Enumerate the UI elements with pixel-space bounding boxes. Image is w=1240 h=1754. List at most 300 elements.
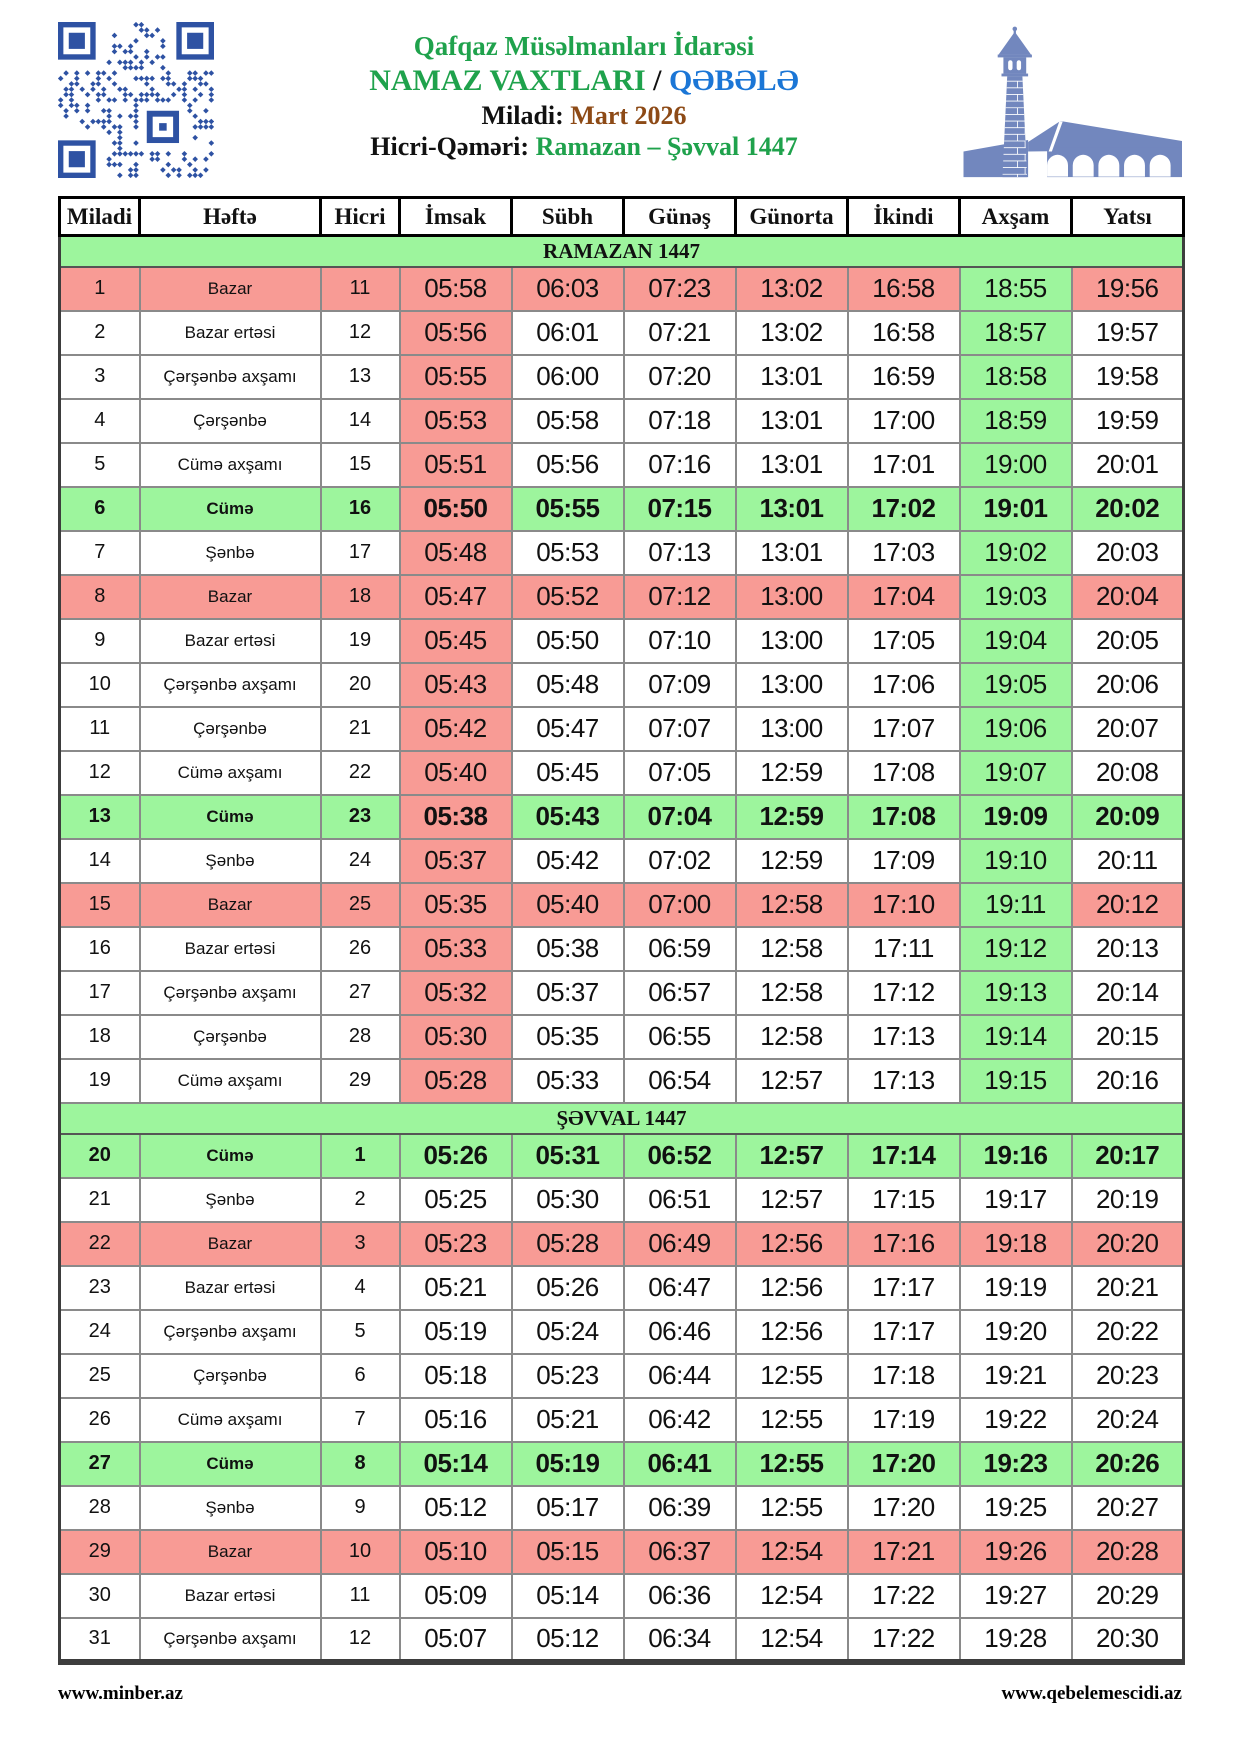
column-header-row [60,198,1184,236]
cell-ikindi: 17:17 [848,1310,960,1354]
cell-axsam: 19:18 [960,1222,1072,1266]
table-row [60,1059,1184,1103]
cell-subh: 05:28 [512,1222,624,1266]
cell-gunorta: 13:00 [736,619,848,663]
cell-miladi: 24 [60,1310,140,1354]
hicri-label: Hicri-Qəməri: [370,132,530,162]
cell-ikindi: 17:15 [848,1178,960,1222]
cell-yatsi: 20:02 [1072,487,1184,531]
cell-hefte: Şənbə [140,839,321,883]
cell-yatsi: 20:07 [1072,707,1184,751]
gregorian-date-line [214,100,954,132]
cell-axsam: 19:27 [960,1574,1072,1618]
table-row [60,1486,1184,1530]
cell-yatsi: 20:23 [1072,1354,1184,1398]
section-title: ŞƏVVAL 1447 [60,1103,1184,1134]
cell-ikindi: 17:00 [848,399,960,443]
cell-axsam: 18:58 [960,355,1072,399]
cell-hicri: 20 [321,663,400,707]
cell-ikindi: 17:13 [848,1059,960,1103]
cell-ikindi: 16:58 [848,267,960,311]
cell-ikindi: 17:18 [848,1354,960,1398]
cell-hefte: Bazar [140,1530,321,1574]
cell-ikindi: 16:58 [848,311,960,355]
cell-imsak: 05:38 [400,795,512,839]
table-row [60,1354,1184,1398]
cell-gunorta: 12:59 [736,751,848,795]
cell-miladi: 18 [60,1015,140,1059]
cell-yatsi: 20:03 [1072,531,1184,575]
cell-miladi: 27 [60,1442,140,1486]
cell-yatsi: 20:08 [1072,751,1184,795]
cell-gunes: 06:52 [624,1134,736,1178]
cell-yatsi: 19:59 [1072,399,1184,443]
cell-subh: 05:42 [512,839,624,883]
cell-axsam: 19:25 [960,1486,1072,1530]
cell-gunes: 06:47 [624,1266,736,1310]
cell-imsak: 05:56 [400,311,512,355]
cell-axsam: 19:00 [960,443,1072,487]
cell-subh: 05:53 [512,531,624,575]
cell-imsak: 05:18 [400,1354,512,1398]
cell-axsam: 19:19 [960,1266,1072,1310]
cell-hicri: 5 [321,1310,400,1354]
cell-hefte: Bazar [140,1222,321,1266]
title-label: NAMAZ VAXTLARI [369,63,646,97]
cell-axsam: 19:07 [960,751,1072,795]
cell-hefte: Şənbə [140,1486,321,1530]
cell-ikindi: 17:08 [848,751,960,795]
cell-ikindi: 17:13 [848,1015,960,1059]
table-row [60,1266,1184,1310]
cell-hicri: 16 [321,487,400,531]
cell-imsak: 05:48 [400,531,512,575]
table-row [60,531,1184,575]
cell-gunes: 06:39 [624,1486,736,1530]
table-row [60,795,1184,839]
cell-gunorta: 12:59 [736,795,848,839]
cell-imsak: 05:50 [400,487,512,531]
cell-yatsi: 20:09 [1072,795,1184,839]
cell-ikindi: 17:08 [848,795,960,839]
cell-gunorta: 12:58 [736,1015,848,1059]
cell-gunes: 06:54 [624,1059,736,1103]
table-row [60,1310,1184,1354]
cell-yatsi: 20:13 [1072,927,1184,971]
cell-miladi: 14 [60,839,140,883]
cell-gunorta: 12:54 [736,1574,848,1618]
table-row [60,311,1184,355]
qr-code-icon [58,22,214,178]
cell-hicri: 27 [321,971,400,1015]
cell-hefte: Cümə axşamı [140,443,321,487]
cell-subh: 05:48 [512,663,624,707]
qr-code [58,22,214,178]
cell-axsam: 19:09 [960,795,1072,839]
cell-hefte: Bazar ertəsi [140,927,321,971]
cell-yatsi: 20:20 [1072,1222,1184,1266]
table-row [60,443,1184,487]
cell-ikindi: 17:12 [848,971,960,1015]
cell-hicri: 10 [321,1530,400,1574]
cell-gunorta: 13:00 [736,707,848,751]
cell-hefte: Bazar ertəsi [140,311,321,355]
cell-yatsi: 19:57 [1072,311,1184,355]
cell-imsak: 05:47 [400,575,512,619]
cell-miladi: 5 [60,443,140,487]
cell-hefte: Cümə axşamı [140,1398,321,1442]
cell-axsam: 18:57 [960,311,1072,355]
cell-gunorta: 13:01 [736,399,848,443]
cell-axsam: 19:15 [960,1059,1072,1103]
cell-gunorta: 13:01 [736,531,848,575]
cell-gunorta: 12:56 [736,1266,848,1310]
footer-link-minber: www.minber.az [58,1682,183,1704]
cell-ikindi: 17:19 [848,1398,960,1442]
hijri-date-line [214,131,954,163]
cell-yatsi: 20:21 [1072,1266,1184,1310]
cell-imsak: 05:21 [400,1266,512,1310]
cell-subh: 05:15 [512,1530,624,1574]
cell-hicri: 18 [321,575,400,619]
cell-imsak: 05:42 [400,707,512,751]
cell-imsak: 05:37 [400,839,512,883]
cell-imsak: 05:53 [400,399,512,443]
cell-imsak: 05:28 [400,1059,512,1103]
cell-hicri: 9 [321,1486,400,1530]
cell-axsam: 19:16 [960,1134,1072,1178]
cell-axsam: 19:20 [960,1310,1072,1354]
cell-yatsi: 20:28 [1072,1530,1184,1574]
cell-hicri: 15 [321,443,400,487]
cell-hicri: 24 [321,839,400,883]
miladi-value: Mart 2026 [570,100,687,130]
cell-yatsi: 19:58 [1072,355,1184,399]
title-block [214,20,954,163]
cell-miladi: 11 [60,707,140,751]
cell-hefte: Şənbə [140,1178,321,1222]
cell-ikindi: 17:10 [848,883,960,927]
table-row [60,883,1184,927]
cell-hicri: 14 [321,399,400,443]
cell-gunorta: 12:57 [736,1178,848,1222]
cell-hicri: 23 [321,795,400,839]
cell-gunes: 06:34 [624,1618,736,1662]
cell-hicri: 26 [321,927,400,971]
city-name: QƏBƏLƏ [668,63,799,97]
table-row [60,1178,1184,1222]
cell-gunes: 07:21 [624,311,736,355]
cell-subh: 05:12 [512,1618,624,1662]
cell-ikindi: 17:05 [848,619,960,663]
cell-gunes: 06:49 [624,1222,736,1266]
cell-imsak: 05:33 [400,927,512,971]
cell-gunes: 07:04 [624,795,736,839]
cell-subh: 06:00 [512,355,624,399]
cell-imsak: 05:58 [400,267,512,311]
cell-hefte: Çərşənbə axşamı [140,355,321,399]
cell-miladi: 4 [60,399,140,443]
cell-subh: 05:21 [512,1398,624,1442]
cell-ikindi: 16:59 [848,355,960,399]
cell-yatsi: 20:22 [1072,1310,1184,1354]
cell-miladi: 22 [60,1222,140,1266]
cell-gunes: 07:23 [624,267,736,311]
cell-subh: 05:43 [512,795,624,839]
cell-ikindi: 17:20 [848,1486,960,1530]
cell-ikindi: 17:21 [848,1530,960,1574]
cell-gunes: 06:59 [624,927,736,971]
cell-imsak: 05:19 [400,1310,512,1354]
cell-subh: 05:56 [512,443,624,487]
cell-miladi: 3 [60,355,140,399]
cell-axsam: 19:01 [960,487,1072,531]
cell-hicri: 11 [321,267,400,311]
cell-hefte: Bazar ertəsi [140,1266,321,1310]
cell-miladi: 25 [60,1354,140,1398]
cell-imsak: 05:30 [400,1015,512,1059]
cell-gunorta: 12:55 [736,1486,848,1530]
table-row [60,1222,1184,1266]
cell-hefte: Şənbə [140,531,321,575]
organization-title: Qafqaz Müsəlmanları İdarəsi [413,31,755,61]
table-row [60,1530,1184,1574]
cell-gunorta: 12:54 [736,1618,848,1662]
cell-subh: 05:33 [512,1059,624,1103]
cell-gunes: 06:55 [624,1015,736,1059]
cell-miladi: 16 [60,927,140,971]
cell-yatsi: 20:11 [1072,839,1184,883]
cell-gunorta: 12:58 [736,971,848,1015]
cell-yatsi: 20:01 [1072,443,1184,487]
cell-subh: 05:26 [512,1266,624,1310]
table-row [60,619,1184,663]
table-row [60,927,1184,971]
cell-gunorta: 12:55 [736,1442,848,1486]
cell-gunorta: 12:58 [736,883,848,927]
cell-gunorta: 12:54 [736,1530,848,1574]
mosque-icon [954,20,1182,186]
table-row [60,575,1184,619]
mosque-illustration [954,20,1182,186]
cell-hicri: 22 [321,751,400,795]
cell-axsam: 19:05 [960,663,1072,707]
cell-hefte: Bazar [140,883,321,927]
cell-subh: 05:52 [512,575,624,619]
cell-hefte: Cümə axşamı [140,1059,321,1103]
cell-gunes: 07:05 [624,751,736,795]
cell-yatsi: 20:24 [1072,1398,1184,1442]
cell-gunes: 07:12 [624,575,736,619]
page-title [214,63,954,100]
cell-subh: 05:40 [512,883,624,927]
cell-hefte: Cümə [140,1442,321,1486]
cell-axsam: 19:02 [960,531,1072,575]
cell-hefte: Çərşənbə [140,1354,321,1398]
cell-miladi: 8 [60,575,140,619]
cell-miladi: 1 [60,267,140,311]
cell-hicri: 2 [321,1178,400,1222]
cell-imsak: 05:26 [400,1134,512,1178]
cell-gunes: 06:36 [624,1574,736,1618]
cell-miladi: 12 [60,751,140,795]
table-row [60,355,1184,399]
cell-imsak: 05:55 [400,355,512,399]
cell-hicri: 6 [321,1354,400,1398]
column-header-günəş: Günəş [624,198,736,236]
cell-gunorta: 13:00 [736,663,848,707]
cell-ikindi: 17:17 [848,1266,960,1310]
table-row [60,1015,1184,1059]
cell-gunorta: 12:57 [736,1059,848,1103]
cell-axsam: 19:26 [960,1530,1072,1574]
cell-ikindi: 17:22 [848,1618,960,1662]
table-row [60,399,1184,443]
cell-gunes: 07:16 [624,443,736,487]
cell-ikindi: 17:14 [848,1134,960,1178]
cell-subh: 05:17 [512,1486,624,1530]
cell-hefte: Çərşənbə [140,399,321,443]
cell-yatsi: 20:04 [1072,575,1184,619]
cell-hicri: 3 [321,1222,400,1266]
cell-yatsi: 20:30 [1072,1618,1184,1662]
cell-hefte: Cümə [140,1134,321,1178]
cell-gunes: 07:07 [624,707,736,751]
cell-yatsi: 20:14 [1072,971,1184,1015]
column-header-i̇msak: İmsak [400,198,512,236]
table-row [60,751,1184,795]
cell-axsam: 19:03 [960,575,1072,619]
cell-subh: 05:45 [512,751,624,795]
cell-axsam: 19:11 [960,883,1072,927]
cell-ikindi: 17:01 [848,443,960,487]
cell-gunorta: 13:02 [736,267,848,311]
cell-miladi: 2 [60,311,140,355]
cell-gunorta: 12:55 [736,1398,848,1442]
cell-gunes: 06:42 [624,1398,736,1442]
cell-miladi: 28 [60,1486,140,1530]
cell-yatsi: 19:56 [1072,267,1184,311]
page-footer [58,1683,1182,1705]
table-row [60,267,1184,311]
title-separator: / [653,63,662,97]
cell-imsak: 05:23 [400,1222,512,1266]
cell-imsak: 05:45 [400,619,512,663]
cell-miladi: 20 [60,1134,140,1178]
cell-imsak: 05:14 [400,1442,512,1486]
cell-imsak: 05:40 [400,751,512,795]
cell-hefte: Çərşənbə [140,707,321,751]
cell-axsam: 18:59 [960,399,1072,443]
cell-yatsi: 20:19 [1072,1178,1184,1222]
cell-axsam: 19:10 [960,839,1072,883]
cell-axsam: 19:06 [960,707,1072,751]
column-header-hicri: Hicri [321,198,400,236]
cell-gunes: 06:51 [624,1178,736,1222]
cell-gunes: 07:02 [624,839,736,883]
column-header-günorta: Günorta [736,198,848,236]
section-header-row [60,1103,1184,1134]
table-row [60,487,1184,531]
cell-hefte: Cümə [140,487,321,531]
cell-imsak: 05:43 [400,663,512,707]
cell-hicri: 28 [321,1015,400,1059]
cell-hicri: 12 [321,311,400,355]
cell-hefte: Bazar [140,575,321,619]
cell-gunes: 06:37 [624,1530,736,1574]
cell-gunorta: 13:01 [736,487,848,531]
section-title: RAMAZAN 1447 [60,236,1184,267]
cell-hicri: 8 [321,1442,400,1486]
cell-hicri: 12 [321,1618,400,1662]
cell-ikindi: 17:09 [848,839,960,883]
cell-ikindi: 17:03 [848,531,960,575]
cell-subh: 05:38 [512,927,624,971]
cell-axsam: 19:14 [960,1015,1072,1059]
cell-miladi: 26 [60,1398,140,1442]
cell-gunes: 07:15 [624,487,736,531]
cell-gunes: 06:57 [624,971,736,1015]
section-header-row [60,236,1184,267]
cell-gunes: 07:09 [624,663,736,707]
cell-subh: 05:37 [512,971,624,1015]
cell-gunes: 07:10 [624,619,736,663]
page-header [58,20,1182,192]
column-header-axşam: Axşam [960,198,1072,236]
cell-gunorta: 12:56 [736,1222,848,1266]
cell-gunes: 06:44 [624,1354,736,1398]
cell-hicri: 17 [321,531,400,575]
cell-miladi: 10 [60,663,140,707]
cell-gunorta: 13:01 [736,443,848,487]
cell-hicri: 11 [321,1574,400,1618]
cell-subh: 05:19 [512,1442,624,1486]
cell-subh: 05:31 [512,1134,624,1178]
cell-miladi: 13 [60,795,140,839]
cell-hefte: Çərşənbə [140,1015,321,1059]
cell-gunes: 07:00 [624,883,736,927]
column-header-həftə: Həftə [140,198,321,236]
table-row [60,839,1184,883]
cell-subh: 05:50 [512,619,624,663]
cell-hicri: 1 [321,1134,400,1178]
cell-axsam: 19:04 [960,619,1072,663]
cell-miladi: 17 [60,971,140,1015]
footer-link-qebelemescidi: www.qebelemescidi.az [1001,1682,1182,1704]
cell-imsak: 05:12 [400,1486,512,1530]
cell-miladi: 6 [60,487,140,531]
cell-subh: 05:55 [512,487,624,531]
cell-ikindi: 17:06 [848,663,960,707]
cell-gunorta: 13:00 [736,575,848,619]
cell-yatsi: 20:05 [1072,619,1184,663]
column-header-yatsı: Yatsı [1072,198,1184,236]
cell-axsam: 19:17 [960,1178,1072,1222]
cell-miladi: 9 [60,619,140,663]
cell-hicri: 4 [321,1266,400,1310]
cell-imsak: 05:10 [400,1530,512,1574]
cell-yatsi: 20:16 [1072,1059,1184,1103]
table-row [60,1618,1184,1662]
cell-axsam: 19:21 [960,1354,1072,1398]
cell-subh: 05:58 [512,399,624,443]
table-row [60,1574,1184,1618]
cell-yatsi: 20:29 [1072,1574,1184,1618]
cell-gunorta: 12:55 [736,1354,848,1398]
hicri-value: Ramazan – Şəvval 1447 [535,132,798,162]
cell-hefte: Çərşənbə axşamı [140,663,321,707]
cell-ikindi: 17:11 [848,927,960,971]
